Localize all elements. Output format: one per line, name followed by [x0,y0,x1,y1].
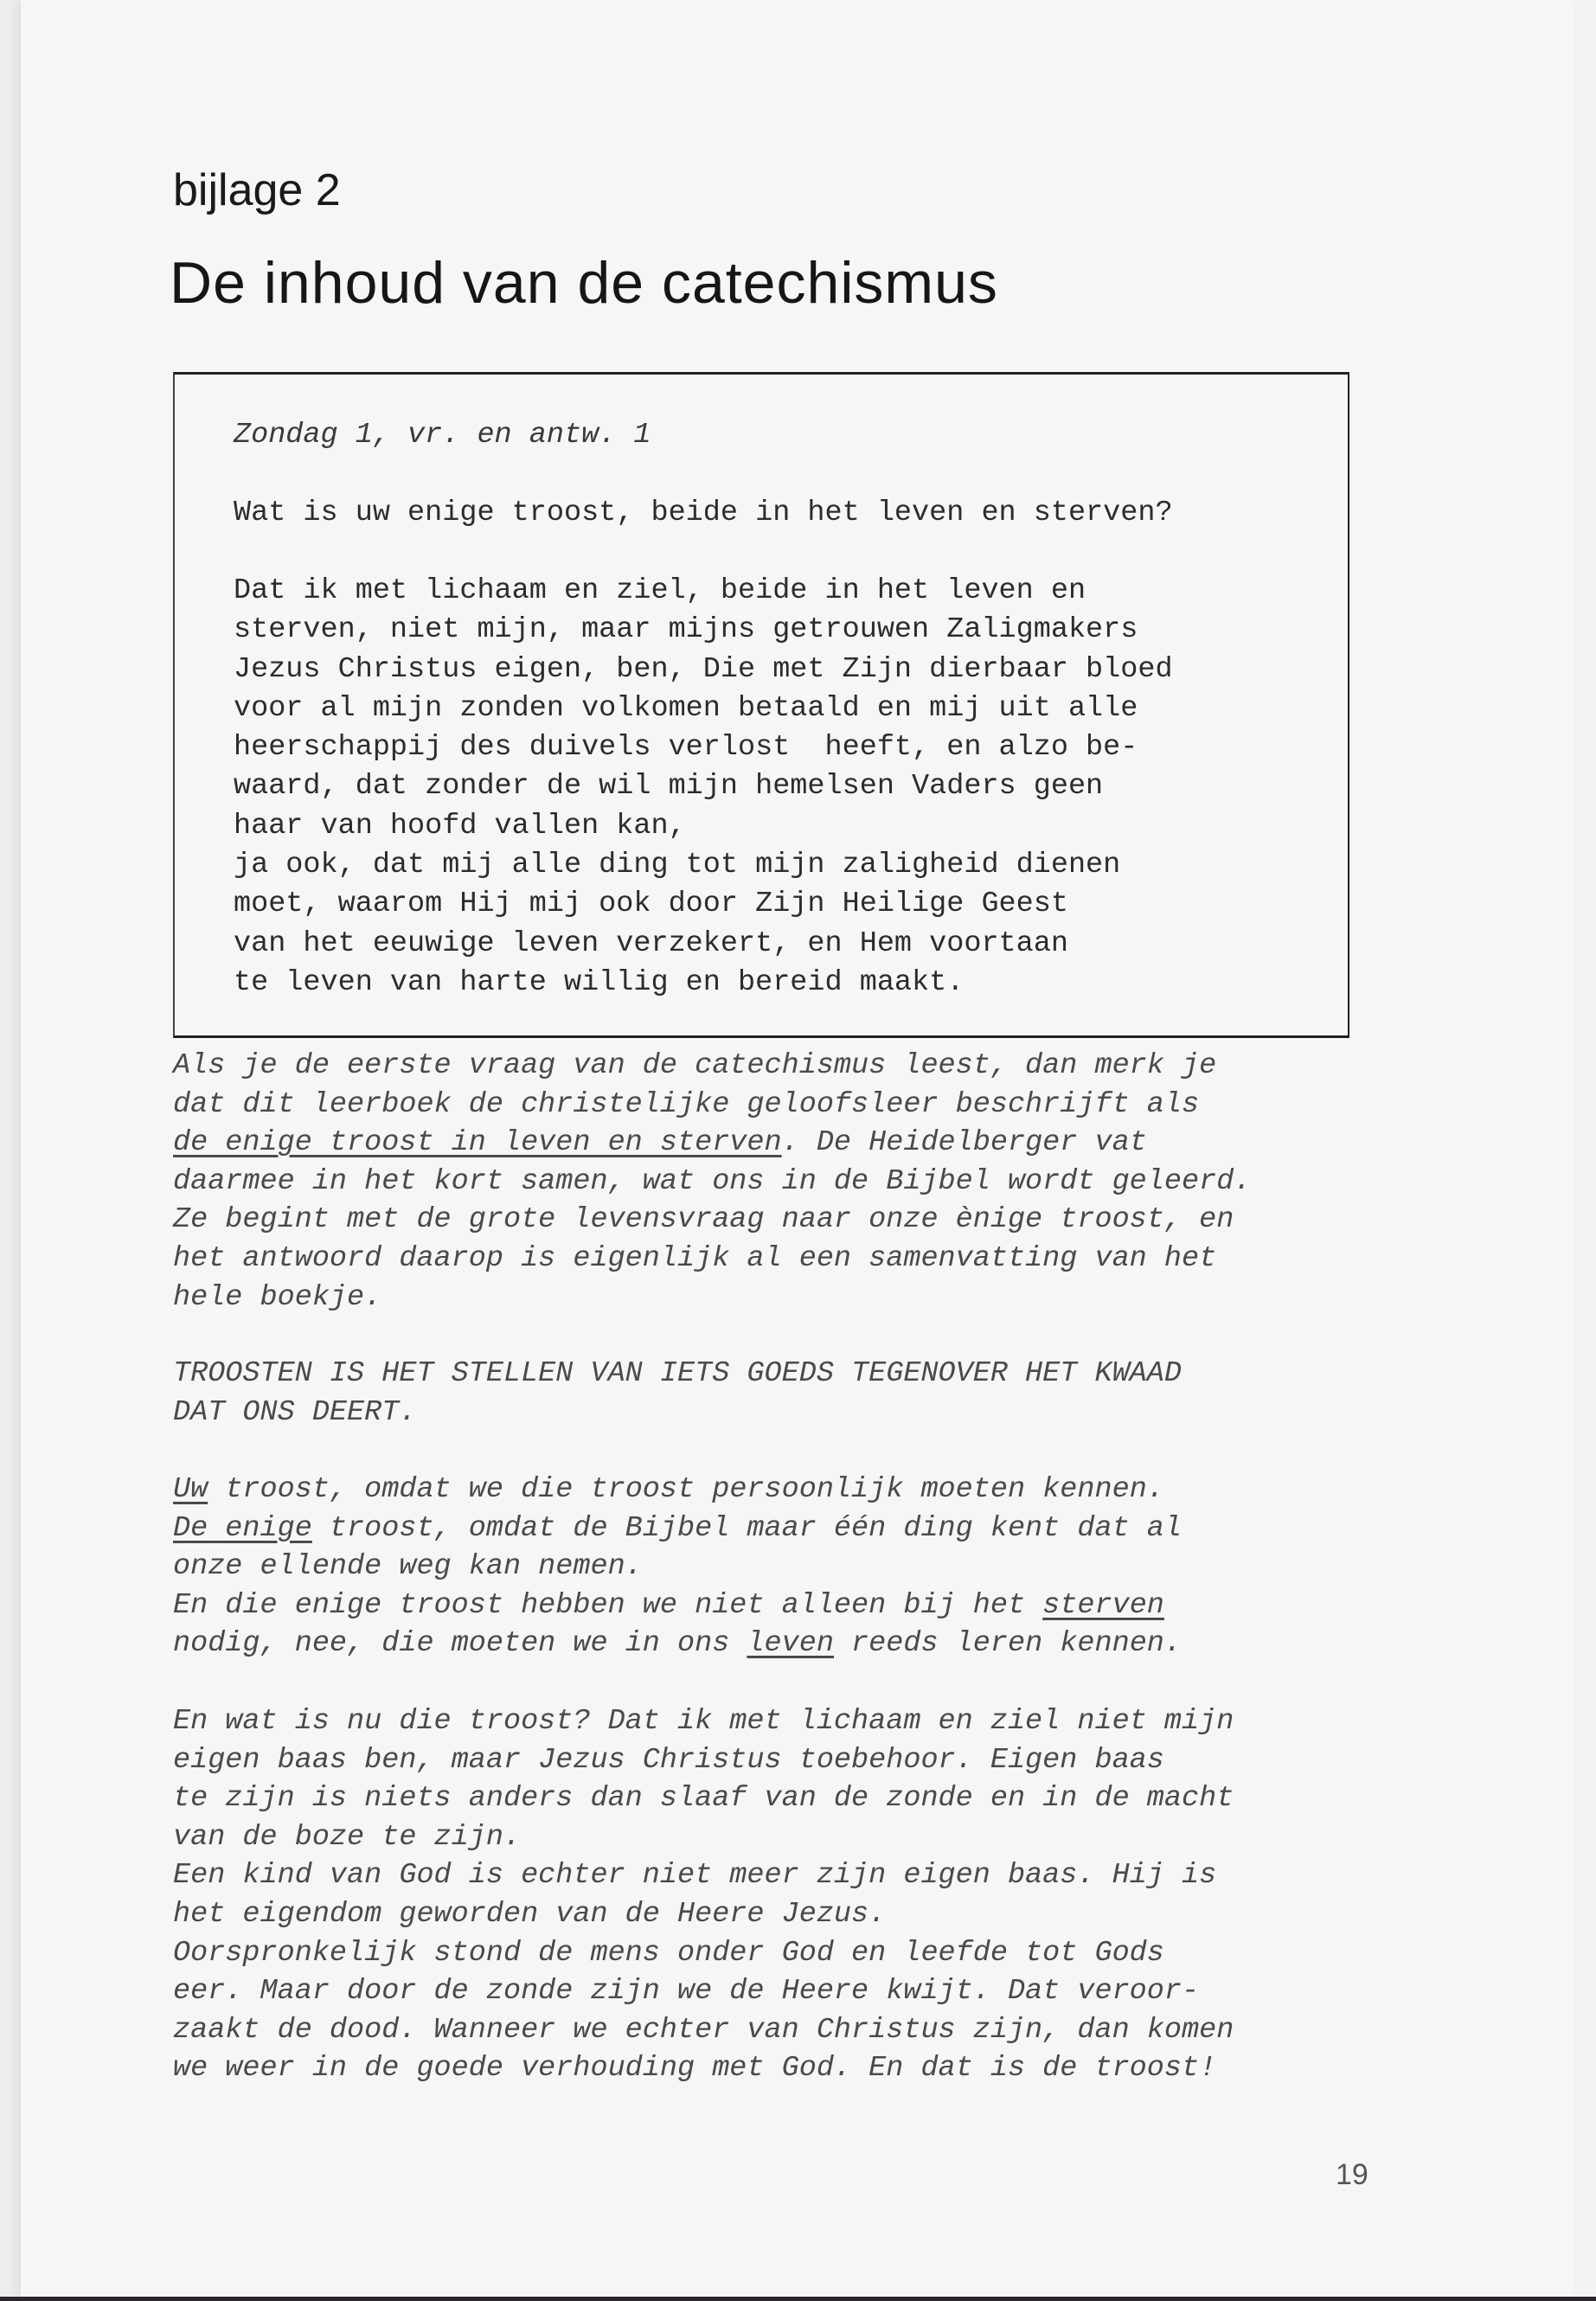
closing-paragraph [173,1702,1234,2088]
answer-line: haar van hoofd vallen kan, [234,809,686,843]
paragraph-line [173,1471,1182,1509]
bottom-edge [0,2297,1596,2301]
paragraph-line [173,1509,1182,1548]
underlined-word: De enige [173,1511,312,1545]
paragraph-line: we weer in de goede verhouding met God. En dat is de troost! [173,2052,1217,2086]
paragraph-line: Als je de eerste vraag van de catechismus leest, dan merk je [173,1049,1217,1082]
definition-paragraph [173,1355,1182,1432]
answer-line: moet, waarom Hij mij ook door Zijn Heilige Geest [234,888,1068,921]
paragraph-line: zaakt de dood. Wanneer we echter van Christus zijn, dan komen [173,2013,1234,2047]
paragraph-line: En wat is nu die troost? Dat ik met lichaam en ziel niet mijn [173,1705,1234,1738]
page-title: De inhoud van de catechismus [170,250,998,316]
paragraph-line: onze ellende weg kan nemen. [173,1550,643,1584]
paragraph-text: reeds leren kennen. [833,1627,1183,1661]
paragraph-line: eer. Maar door de zonde zijn we de Heere kwijt. Dat veroor- [173,1975,1200,2009]
page-number: 19 [1336,2158,1368,2191]
paragraph-line [173,1625,1182,1663]
paragraph-line: Een kind van God is echter niet meer zijn eigen baas. Hij is [173,1859,1217,1893]
paragraph-line: DAT ONS DEERT. [173,1395,417,1429]
explanation-paragraph [173,1471,1182,1663]
paragraph-line: hele boekje. [173,1280,382,1314]
answer-line: voor al mijn zonden volkomen betaald en mij uit alle [234,691,1138,725]
answer-line: van het eeuwige leven verzekert, en Hem voortaan [234,926,1068,960]
paragraph-line: eigen baas ben, maar Jezus Christus toebehoor. Eigen baas [173,1743,1164,1777]
paragraph-text: troost, omdat we die troost persoonlijk moeten kennen. [208,1473,1164,1506]
paragraph-line [173,1586,1182,1625]
underlined-phrase: de enige troost in leven en sterven [173,1126,782,1160]
paragraph-line: daarmee in het kort samen, wat ons in de Bijbel wordt geleerd. [173,1164,1252,1198]
answer-line: ja ook, dat mij alle ding tot mijn zaligheid dienen [234,849,1121,882]
answer-line: te leven van harte willig en bereid maakt. [234,965,965,999]
paragraph-text: En die enige troost hebben we niet alleen bij het [173,1588,1043,1622]
answer-line: Jezus Christus eigen, ben, Die met Zijn dierbaar bloed [234,652,1173,686]
document-page [21,0,1574,2297]
catechism-answer [234,572,1173,1003]
paragraph-line [173,1124,1251,1163]
intro-paragraph [173,1047,1251,1317]
underlined-word: sterven [1042,1588,1164,1622]
catechism-question-box [173,372,1349,1038]
paragraph-line: het antwoord daarop is eigenlijk al een samenvatting van het [173,1241,1217,1275]
paragraph-text: . De Heidelberger vat [781,1126,1147,1160]
catechism-question: Wat is uw enige troost, beide in het leven en sterven? [234,497,1173,529]
paragraph-line: Ze begint met de grote levensvraag naar onze ènige troost, en [173,1203,1234,1237]
underlined-word: leven [747,1627,834,1661]
paragraph-line: het eigendom geworden van de Heere Jezus. [173,1897,887,1931]
paragraph-line: te zijn is niets anders dan slaaf van de zonde en in de macht [173,1782,1234,1816]
paragraph-text: troost, omdat de Bijbel maar één ding kent dat al [311,1511,1182,1545]
answer-line: Dat ik met lichaam en ziel, beide in het leven en [234,574,1086,607]
answer-line: sterven, niet mijn, maar mijns getrouwen Zaligmakers [234,613,1138,647]
answer-line: heerschappij des duivels verlost heeft, en alzo be- [234,731,1138,765]
paragraph-line: van de boze te zijn. [173,1820,522,1854]
paragraph-line: dat dit leerboek de christelijke geloofsleer beschrijft als [173,1087,1200,1121]
paragraph-line: Oorspronkelijk stond de mens onder God en leefde tot Gods [173,1936,1164,1970]
paragraph-line: TROOSTEN IS HET STELLEN VAN IETS GOEDS TEGENOVER HET KWAAD [173,1357,1182,1390]
appendix-label: bijlage 2 [173,165,341,215]
sunday-reference: Zondag 1, vr. en antw. 1 [234,419,651,452]
answer-line: waard, dat zonder de wil mijn hemelsen Vaders geen [234,770,1104,804]
underlined-word: Uw [173,1473,208,1506]
page-edge [0,0,21,2301]
paragraph-text: nodig, nee, die moeten we in ons [173,1627,747,1661]
